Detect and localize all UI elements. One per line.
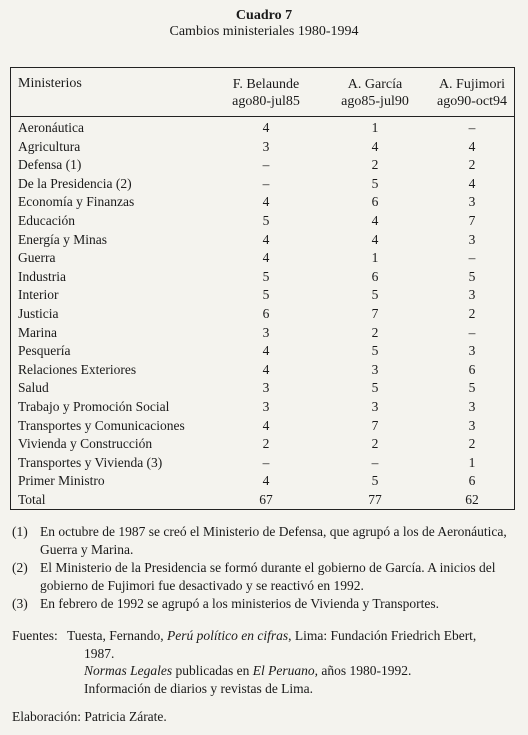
- fujimori-value: 7: [468, 212, 476, 228]
- table-row: [11, 175, 514, 194]
- fujimori-value: 3: [468, 398, 476, 414]
- ministry-name: Vivienda y Construcción: [18, 436, 153, 452]
- garcia-value: 7: [371, 305, 379, 321]
- footnote: [10, 559, 515, 594]
- footnote-text: El Ministerio de la Presidencia se formó durante el gobierno de García. A inicios del gobierno de Fujimori fue desactivado y se reactivó en 1992.: [40, 560, 496, 593]
- source-years: , años 1980-1992.: [314, 663, 412, 678]
- ministry-name: Guerra: [18, 250, 56, 266]
- ministry-name: Primer Ministro: [18, 473, 105, 489]
- table-row: [11, 249, 514, 268]
- table-row: [11, 417, 514, 436]
- footnotes: [10, 523, 515, 614]
- fujimori-value: 5: [468, 380, 476, 396]
- garcia-value: 2: [371, 157, 379, 173]
- garcia-value: 4: [371, 138, 379, 154]
- sources-body: [67, 627, 515, 697]
- fujimori-value: –: [468, 250, 476, 266]
- garcia-value: 7: [371, 417, 379, 433]
- garcia-value: 6: [371, 268, 379, 284]
- header-fujimori-name: A. Fujimori: [438, 77, 506, 92]
- ministry-name: Energía y Minas: [18, 231, 107, 247]
- belaunde-value: –: [262, 454, 270, 470]
- header-belaunde-period: ago80-jul85: [232, 94, 300, 109]
- table-row: [11, 286, 514, 305]
- fujimori-value: 3: [468, 343, 476, 359]
- table-body: [11, 119, 514, 509]
- fujimori-value: 5: [468, 268, 476, 284]
- sources: [10, 627, 515, 697]
- footnote-text: En febrero de 1992 se agrupó a los ministerios de Vivienda y Transportes.: [40, 596, 439, 611]
- footnote-number: (2): [12, 560, 28, 575]
- table-row: [11, 361, 514, 380]
- table-row: [11, 138, 514, 157]
- garcia-value: 5: [371, 287, 379, 303]
- belaunde-value: 3: [262, 324, 270, 340]
- ministry-name: De la Presidencia (2): [18, 175, 132, 191]
- header-fujimori-period: ago90-oct94: [437, 94, 507, 109]
- footnote-text: En octubre de 1987 se creó el Ministerio de Defensa, que agrupó a los de Aeronáutica, Guerra y Marina.: [40, 524, 507, 557]
- header-garcia: [320, 76, 430, 110]
- belaunde-value: –: [262, 175, 270, 191]
- belaunde-value: 4: [262, 361, 270, 377]
- table-row: [11, 342, 514, 361]
- elaboracion-credit: Elaboración: Patricia Zárate.: [12, 709, 167, 724]
- garcia-total: 77: [368, 491, 382, 507]
- belaunde-value: 3: [262, 138, 270, 154]
- fujimori-value: 3: [468, 287, 476, 303]
- belaunde-value: 5: [262, 212, 270, 228]
- belaunde-value: 3: [262, 398, 270, 414]
- belaunde-value: 4: [262, 120, 270, 135]
- garcia-value: 2: [371, 436, 379, 452]
- garcia-value: 3: [371, 398, 379, 414]
- ministry-name: Transportes y Comunicaciones: [18, 417, 185, 433]
- belaunde-value: 4: [262, 417, 270, 433]
- footnote: [10, 523, 515, 558]
- belaunde-total: 67: [259, 491, 273, 507]
- total-row: [11, 491, 514, 510]
- footnote: [10, 595, 515, 613]
- belaunde-value: 3: [262, 380, 270, 396]
- header-garcia-period: ago85-jul90: [341, 94, 409, 109]
- footnote-number: (1): [12, 524, 28, 539]
- sources-label: Fuentes:: [12, 628, 58, 643]
- header-belaunde: [211, 76, 321, 110]
- table-row: [11, 379, 514, 398]
- garcia-value: 3: [371, 361, 379, 377]
- table-subtitle: Cambios ministeriales 1980-1994: [169, 24, 359, 39]
- table-row: [11, 212, 514, 231]
- belaunde-value: 4: [262, 250, 270, 266]
- fujimori-value: 2: [468, 436, 476, 452]
- ministry-name: Justicia: [18, 305, 59, 321]
- fujimori-value: 4: [468, 138, 476, 154]
- garcia-value: 1: [371, 250, 379, 266]
- garcia-value: –: [371, 454, 379, 470]
- ministry-name: Agricultura: [18, 138, 81, 154]
- garcia-value: 5: [371, 380, 379, 396]
- table-title: Cuadro 7: [235, 8, 293, 23]
- table-row: [11, 268, 514, 287]
- belaunde-value: 6: [262, 305, 270, 321]
- fujimori-value: 2: [468, 157, 476, 173]
- ministry-name: Interior: [18, 287, 59, 303]
- header-garcia-name: A. García: [347, 77, 403, 92]
- garcia-value: 5: [371, 473, 379, 489]
- ministry-name: Industria: [18, 268, 66, 284]
- ministry-name: Pesquería: [18, 343, 71, 359]
- table-row: [11, 305, 514, 324]
- table-row: [11, 398, 514, 417]
- fujimori-total: 62: [465, 491, 479, 507]
- table-row: [11, 156, 514, 175]
- ministry-name: Relaciones Exteriores: [18, 361, 137, 377]
- fujimori-value: 1: [468, 454, 476, 470]
- header-belaunde-name: F. Belaunde: [232, 77, 300, 92]
- table-header: [11, 68, 514, 117]
- source-text: publicadas en: [172, 663, 253, 678]
- source-year: 1987.: [84, 645, 115, 661]
- garcia-value: 5: [371, 175, 379, 191]
- ministry-name: Salud: [18, 380, 49, 396]
- garcia-value: 6: [371, 194, 379, 210]
- garcia-value: 4: [371, 231, 379, 247]
- garcia-value: 5: [371, 343, 379, 359]
- table-row: [11, 231, 514, 250]
- ministry-name: Economía y Finanzas: [18, 194, 135, 210]
- table-row: [11, 454, 514, 473]
- fujimori-value: 6: [468, 361, 476, 377]
- source-line: [67, 662, 515, 680]
- fujimori-value: 2: [468, 305, 476, 321]
- ministry-name: Defensa (1): [18, 157, 82, 173]
- ministry-name: Trabajo y Promoción Social: [18, 398, 170, 414]
- belaunde-value: 4: [262, 343, 270, 359]
- source-normas: Normas Legales: [84, 663, 173, 678]
- belaunde-value: 4: [262, 194, 270, 210]
- belaunde-value: 5: [262, 268, 270, 284]
- table-row: [11, 119, 514, 138]
- ministry-name: Educación: [18, 212, 75, 228]
- belaunde-value: –: [262, 157, 270, 173]
- source-author: Tuesta, Fernando,: [67, 628, 167, 643]
- fujimori-value: 3: [468, 231, 476, 247]
- total-label: Total: [18, 491, 46, 507]
- garcia-value: 2: [371, 324, 379, 340]
- garcia-value: 1: [371, 120, 379, 135]
- garcia-value: 4: [371, 212, 379, 228]
- fujimori-value: 4: [468, 175, 476, 191]
- belaunde-value: 4: [262, 473, 270, 489]
- fujimori-value: 3: [468, 417, 476, 433]
- belaunde-value: 2: [262, 436, 270, 452]
- fujimori-value: –: [468, 120, 476, 135]
- source-line: [67, 627, 515, 645]
- ministry-name: Aeronáutica: [18, 120, 84, 135]
- source-info: Información de diarios y revistas de Lima.: [84, 680, 314, 696]
- ministry-name: Transportes y Vivienda (3): [18, 454, 163, 470]
- table-row: [11, 472, 514, 491]
- ministerial-changes-table: [10, 67, 515, 510]
- footnote-number: (3): [12, 596, 28, 611]
- fujimori-value: 6: [468, 473, 476, 489]
- ministry-name: Marina: [18, 324, 57, 340]
- table-row: [11, 324, 514, 343]
- header-ministerios: Ministerios: [18, 76, 82, 91]
- fujimori-value: –: [468, 324, 476, 340]
- table-row: [11, 193, 514, 212]
- source-newspaper: El Peruano: [252, 663, 315, 678]
- source-publisher: , Lima: Fundación Friedrich Ebert,: [288, 628, 477, 643]
- belaunde-value: 4: [262, 231, 270, 247]
- table-row: [11, 435, 514, 454]
- fujimori-value: 3: [468, 194, 476, 210]
- source-title: Perú político en cifras: [167, 628, 289, 643]
- belaunde-value: 5: [262, 287, 270, 303]
- header-fujimori: [417, 76, 527, 110]
